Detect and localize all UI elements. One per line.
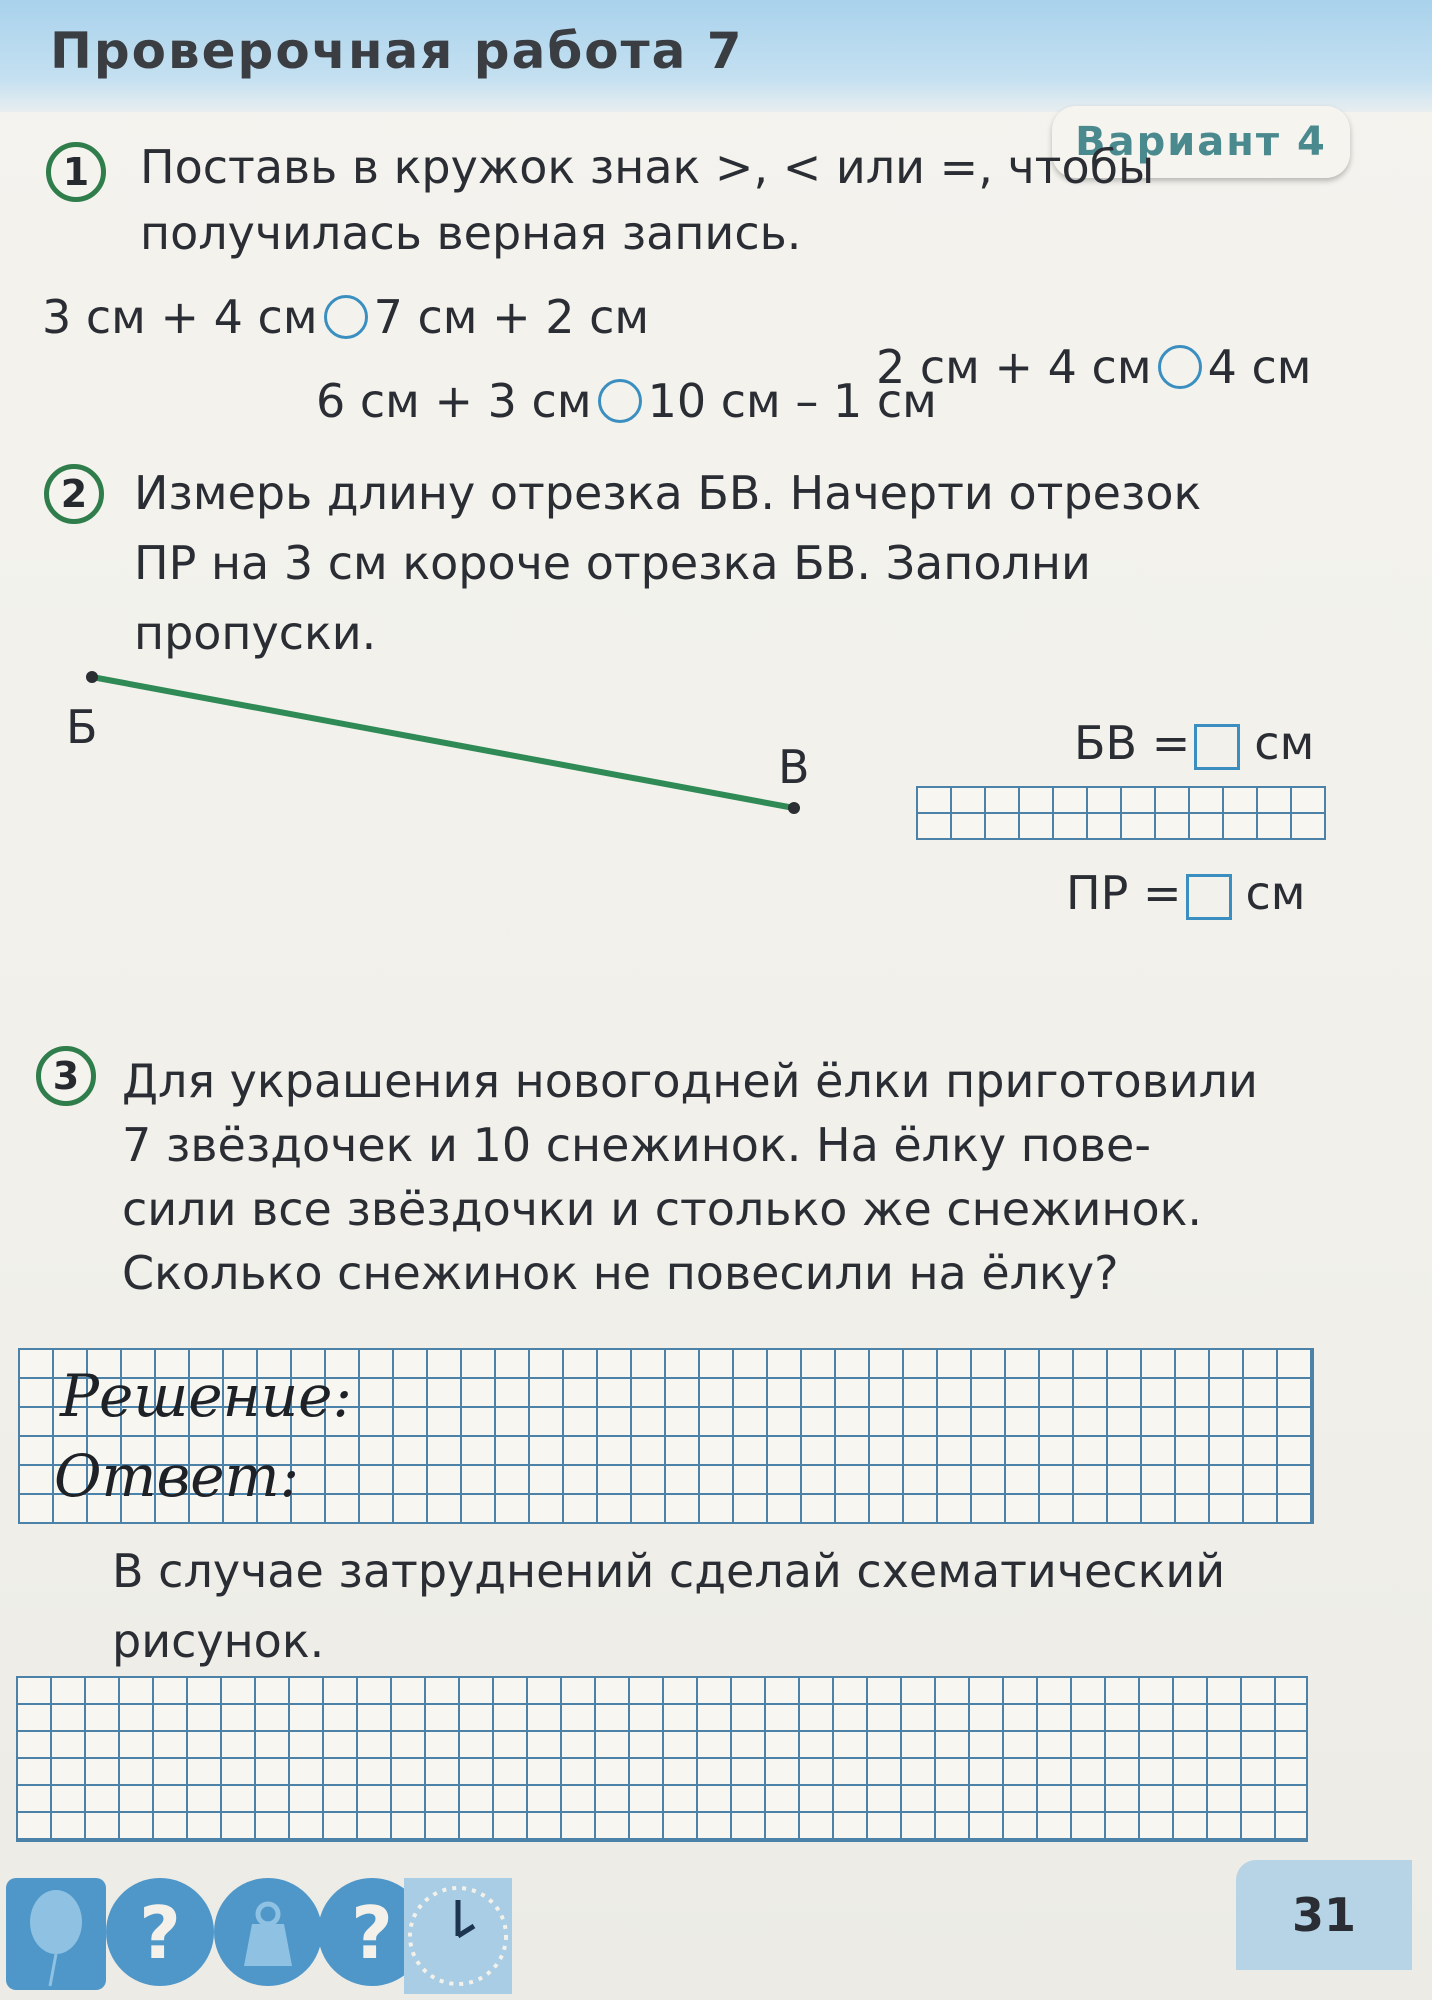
task-3-text-line3: сили все звёздочки и столько же снежинок. xyxy=(122,1182,1202,1236)
expr-2-right: 4 см xyxy=(1207,340,1312,394)
weight-icon xyxy=(214,1878,322,1986)
variant-badge: Вариант 4 xyxy=(1052,106,1350,178)
clock-icon xyxy=(404,1878,512,1994)
bv-unit: см xyxy=(1254,716,1315,770)
answer-label: Ответ: xyxy=(54,1442,300,1510)
task-3-number: 3 xyxy=(36,1046,96,1106)
pr-label: ПР = xyxy=(1066,866,1182,920)
task-2-text-line3: пропуски. xyxy=(134,606,377,660)
task-1-text-line2: получилась верная запись. xyxy=(140,206,802,260)
page-number: 31 xyxy=(1236,1860,1412,1970)
bv-answer-box[interactable] xyxy=(1194,724,1240,770)
task-1-number: 1 xyxy=(46,142,106,202)
drawing-grid-strip[interactable] xyxy=(916,786,1326,840)
task-1-text-line1: Поставь в кружок знак >, < или =, чтобы xyxy=(140,140,1155,194)
solution-label: Решение: xyxy=(60,1362,353,1430)
task-3-text-line1: Для украшения новогодней ёлки приготовили xyxy=(122,1054,1258,1108)
hint-text-line2: рисунок. xyxy=(112,1614,325,1668)
task-3-text-line2: 7 звёздочек и 10 снежинок. На ёлку пове- xyxy=(122,1118,1151,1172)
drawing-grid[interactable] xyxy=(16,1676,1308,1842)
pr-unit: см xyxy=(1245,866,1306,920)
footer-icons xyxy=(0,1870,520,2000)
point-v-dot xyxy=(788,802,800,814)
expr-3-left: 6 см + 3 см xyxy=(316,374,592,428)
task-2-text-line2: ПР на 3 см короче отрезка БВ. Заполни xyxy=(134,536,1091,590)
task-3-text-line4: Сколько снежинок не повесили на ёлку? xyxy=(122,1246,1119,1300)
task-2-text-line1: Измерь длину отрезка БВ. Начерти отрезок xyxy=(134,466,1202,520)
svg-text:?: ? xyxy=(139,1891,181,1975)
expr-1-right: 7 см + 2 см xyxy=(373,290,650,344)
expr-3-right: 10 см – 1 см xyxy=(647,374,937,428)
point-b-label: Б xyxy=(66,700,98,754)
segment-bv xyxy=(92,677,794,808)
point-v-label: В xyxy=(778,740,810,794)
hint-text-line1: В случае затруднений сделай схематический xyxy=(112,1544,1226,1598)
point-b-dot xyxy=(86,671,98,683)
expr-1-left: 3 см + 4 см xyxy=(42,290,318,344)
pr-answer-box[interactable] xyxy=(1186,874,1232,920)
page-title: Проверочная работа 7 xyxy=(50,22,744,80)
expr-2-left: 2 см + 4 см xyxy=(876,340,1152,394)
balloon-icon xyxy=(6,1878,106,1990)
svg-text:?: ? xyxy=(351,1891,393,1975)
bv-equation xyxy=(1074,716,1314,770)
task-2-number: 2 xyxy=(44,464,104,524)
pr-equation xyxy=(1066,866,1306,920)
bv-label: БВ = xyxy=(1074,716,1191,770)
question-icon xyxy=(106,1878,214,1986)
